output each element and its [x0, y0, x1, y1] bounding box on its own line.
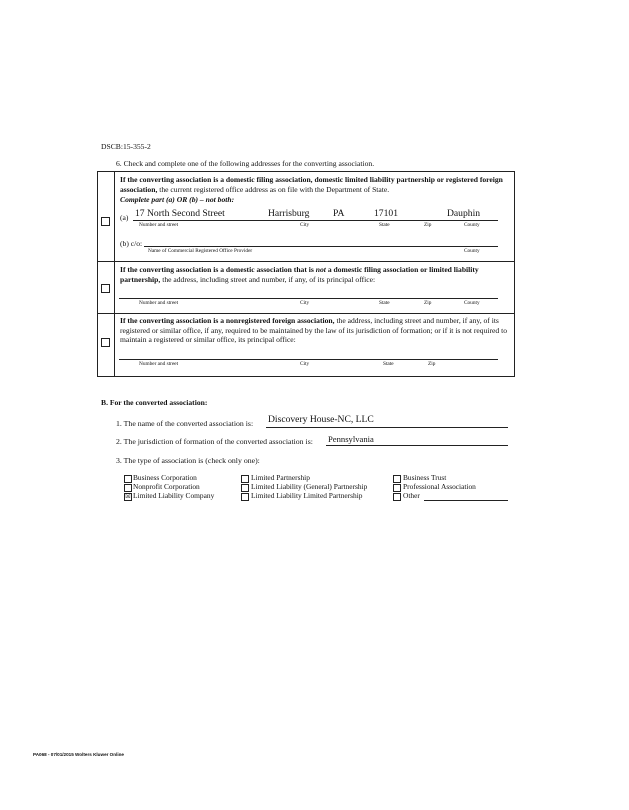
option-llc-checkbox[interactable]: ☒: [125, 493, 131, 500]
part-a-label: (a): [120, 213, 129, 222]
option-other: Other: [403, 491, 420, 500]
option-professional-association: Professional Association: [403, 482, 476, 491]
option-business-trust: Business Trust: [403, 473, 447, 482]
checkbox-column-divider: [114, 171, 115, 377]
item-2-line: [326, 445, 508, 446]
col-city: City: [300, 222, 310, 228]
zip-value[interactable]: 17101: [374, 208, 398, 219]
row-c-checkbox[interactable]: [101, 338, 110, 347]
row-c-col-state: State: [383, 361, 394, 367]
form-code: DSCB:15-355-2: [101, 142, 151, 151]
part-b-county: County: [464, 248, 480, 254]
part-b-caption: Name of Commercial Registered Office Provider: [148, 248, 253, 254]
row-a-description: If the converting association is a domestic filing association, domestic limited liability partnership or registered foreign association, the current registered office address as on file with the Department of State.: [120, 175, 503, 194]
row-a-checkbox[interactable]: [101, 217, 110, 226]
option-business-trust-checkbox[interactable]: [393, 475, 401, 483]
option-business-corporation: Business Corporation: [133, 473, 197, 482]
row-b-col-zip: Zip: [424, 300, 432, 306]
option-business-corporation-checkbox[interactable]: [124, 475, 132, 483]
row-c-line[interactable]: [119, 359, 498, 360]
state-value[interactable]: PA: [333, 208, 345, 219]
item-2-label: 2. The jurisdiction of formation of the converted association is:: [116, 437, 313, 446]
col-county: County: [464, 222, 480, 228]
item-3-label: 3. The type of association is (check only one):: [116, 456, 260, 465]
option-professional-association-checkbox[interactable]: [393, 484, 401, 492]
row-c-col-number-street: Number and street: [139, 361, 179, 367]
part-a-line: [133, 220, 498, 221]
option-limited-liability-general-partnership: Limited Liability (General) Partnership: [251, 482, 368, 491]
section-6-heading: 6. Check and complete one of the following addresses for the converting association.: [116, 159, 375, 168]
option-limited-liability-company: Limited Liability Company: [133, 491, 215, 500]
row-a-complete-note: Complete part (a) OR (b) – not both:: [120, 195, 235, 204]
row-b-col-city: City: [300, 300, 310, 306]
part-b-line[interactable]: [144, 246, 498, 247]
part-b-label: (b) c/o:: [120, 239, 143, 248]
row-b-col-state: State: [379, 300, 390, 306]
item-1-label: 1. The name of the converted association is:: [116, 419, 254, 428]
jurisdiction-value[interactable]: Pennsylvania: [328, 434, 374, 444]
col-zip: Zip: [424, 222, 432, 228]
row-b-checkbox[interactable]: [101, 284, 110, 293]
col-state: State: [379, 222, 390, 228]
col-number-street: Number and street: [139, 222, 179, 228]
row-b-description: If the converting association is a domestic association that is not a domestic filing association or limited liability partnership, the address, including street and number, if any, of its principal office:: [120, 265, 479, 284]
row-b-col-number-street: Number and street: [139, 300, 179, 306]
item-1-line: [266, 427, 508, 428]
footer-text: PA068 - 07/01/2015 Wolters Kluwer Online: [33, 752, 124, 757]
row-divider-2: [97, 313, 515, 314]
row-c-col-city: City: [300, 361, 310, 367]
county-value[interactable]: Dauphin: [447, 208, 481, 219]
row-b-line[interactable]: [119, 298, 498, 299]
option-nonprofit-corporation-checkbox[interactable]: [124, 484, 132, 492]
street-value[interactable]: 17 North Second Street: [135, 208, 225, 219]
option-llgp-checkbox[interactable]: [241, 484, 249, 492]
option-nonprofit-corporation: Nonprofit Corporation: [133, 482, 200, 491]
option-limited-partnership: Limited Partnership: [251, 473, 310, 482]
row-c-col-zip: Zip: [428, 361, 436, 367]
converted-name-value[interactable]: Discovery House-NC, LLC: [268, 414, 374, 425]
option-lllp-checkbox[interactable]: [241, 493, 249, 501]
option-other-line[interactable]: [424, 500, 508, 501]
section-b-heading: B. For the converted association:: [101, 398, 208, 407]
city-value[interactable]: Harrisburg: [268, 208, 310, 219]
option-limited-liability-limited-partnership: Limited Liability Limited Partnership: [251, 491, 363, 500]
row-b-col-county: County: [464, 300, 480, 306]
row-divider-1: [97, 261, 515, 262]
row-c-description: If the converting association is a nonregistered foreign association, the address, including street and number, if any, of its registered or similar office, if any, required to be maintained by the law of its jurisdiction of formation; or if it is not required to maintain a registered or similar office, its principal office:: [120, 316, 507, 345]
option-limited-partnership-checkbox[interactable]: [241, 475, 249, 483]
option-other-checkbox[interactable]: [393, 493, 401, 501]
